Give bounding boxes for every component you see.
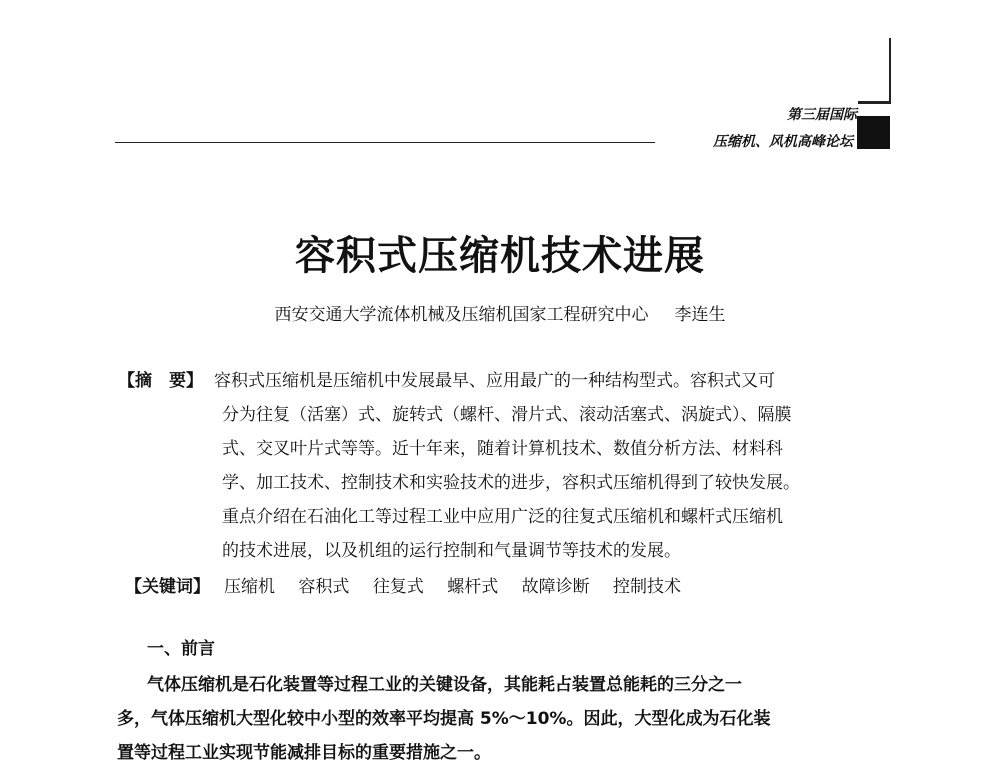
body-text-line: 多，气体压缩机大型化较中小型的效率平均提高 5%～10%。因此，大型化成为石化装 (117, 709, 771, 729)
keywords-list (224, 572, 699, 597)
abstract-line: 分为往复（活塞）式、旋转式（螺杆、滑片式、滚动活塞式、涡旋式）、隔膜 (222, 405, 792, 425)
keyword-item: 往复式 (372, 577, 424, 597)
keywords-label: 【关键词】 (125, 577, 210, 597)
abstract-line: 容积式压缩机是压缩机中发展最早、应用最广的一种结构型式。容积式又可 (214, 371, 775, 391)
header-vertical-rule (889, 38, 891, 104)
abstract-label: 【摘 要】 (118, 371, 203, 391)
keyword-item: 故障诊断 (521, 577, 590, 597)
abstract-line: 重点介绍在石油化工等过程工业中应用广泛的往复式压缩机和螺杆式压缩机 (222, 507, 783, 527)
abstract-line: 学、加工技术、控制技术和实验技术的进步，容积式压缩机得到了较快发展。 (222, 473, 800, 493)
author-name: 李连生 (674, 305, 726, 325)
body-text-line: 置等过程工业实现节能减排目标的重要措施之一。 (117, 743, 491, 763)
abstract-line: 式、交叉叶片式等等。近十年来，随着计算机技术、数值分析方法、材料科 (222, 439, 783, 459)
keyword-item: 控制技术 (613, 577, 682, 597)
author-affiliation: 西安交通大学流体机械及压缩机国家工程研究中心 (274, 305, 649, 325)
keyword-item: 压缩机 (224, 577, 275, 597)
section-heading: 一、前言 (147, 639, 215, 659)
header-black-block (857, 116, 890, 149)
header-tick-rule (858, 101, 891, 104)
keyword-item: 螺杆式 (447, 577, 499, 597)
body-text-line: 气体压缩机是石化装置等过程工业的关键设备，其能耗占装置总能耗的三分之一 (147, 675, 742, 695)
abstract-line: 的技术进展，以及机组的运行控制和气量调节等技术的发展。 (222, 541, 681, 561)
header-conference-line1: 第三届国际 (787, 107, 857, 123)
paper-title: 容积式压缩机技术进展 (295, 233, 705, 279)
author-line (0, 300, 1000, 325)
keyword-item: 容积式 (298, 577, 350, 597)
header-horizontal-rule (115, 142, 655, 143)
header-conference-line2: 压缩机、风机高峰论坛 (713, 134, 853, 150)
